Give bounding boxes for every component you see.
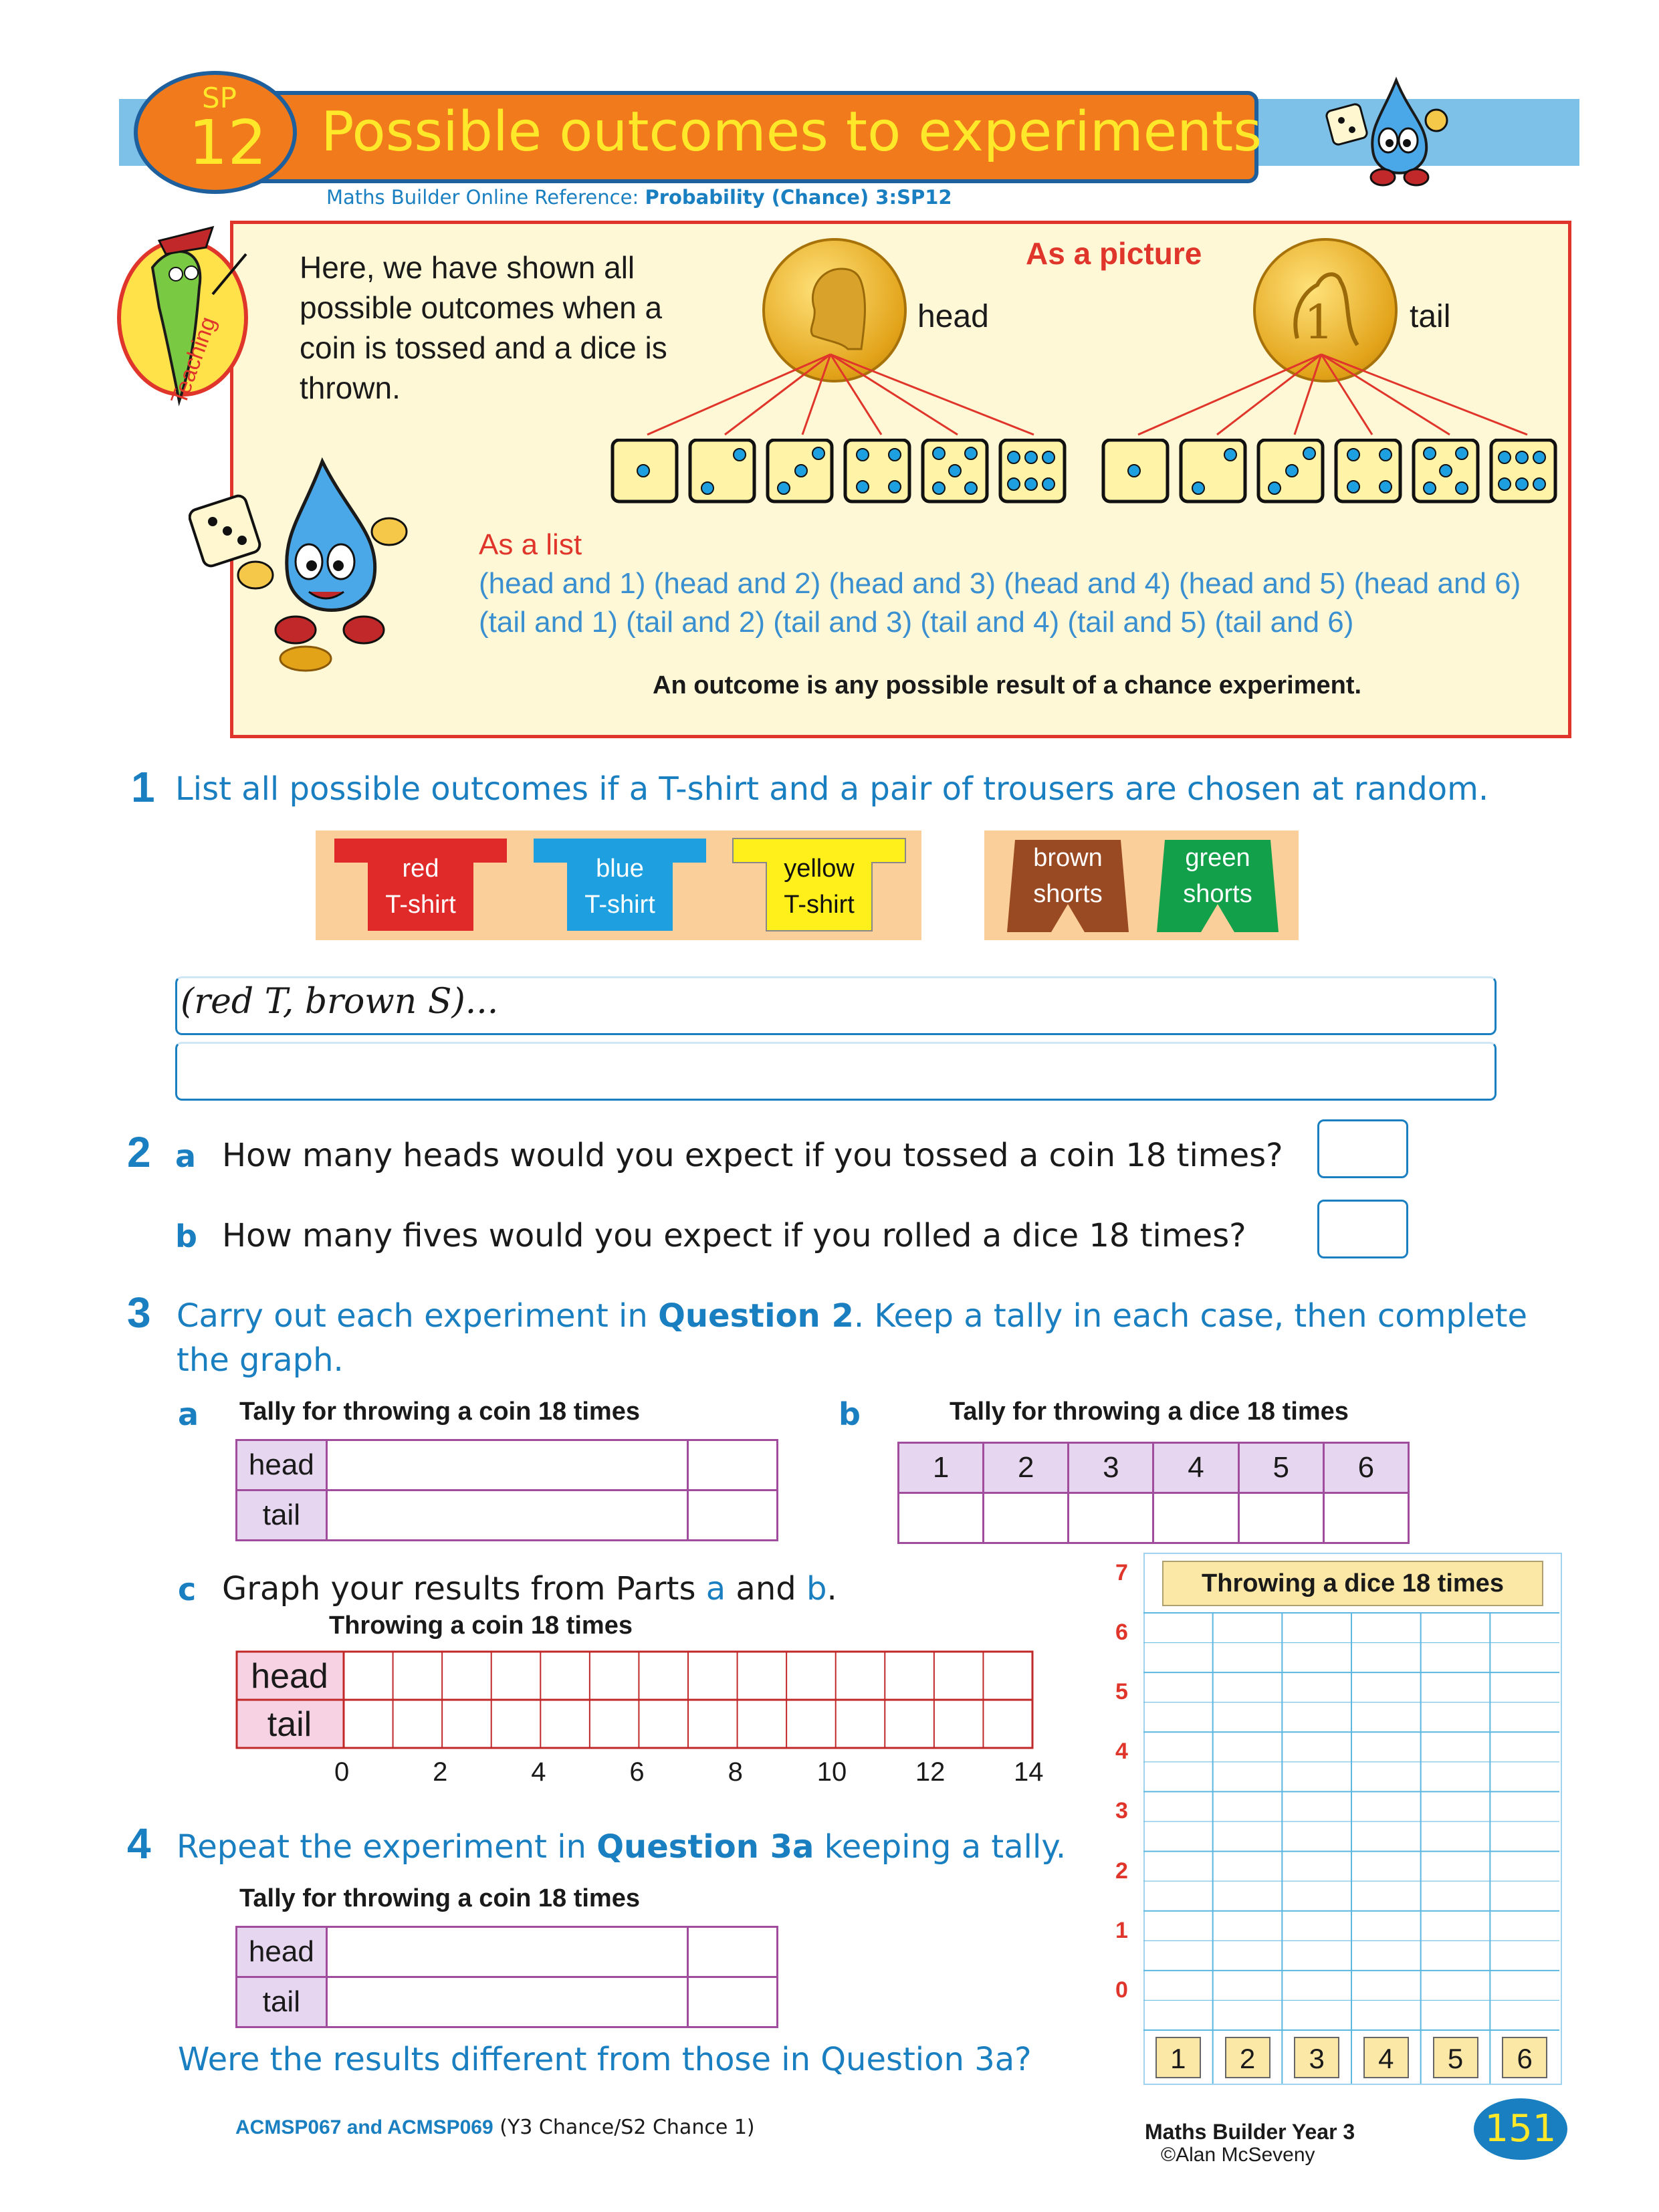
online-reference (326, 186, 952, 209)
question-3a-label: a (178, 1396, 199, 1432)
tally-cell[interactable] (326, 1490, 687, 1541)
coin-graph-tick: 8 (728, 1757, 743, 1787)
tally-3a-table (235, 1439, 778, 1541)
question-1-number: 1 (131, 763, 155, 811)
dice-graph-ytick: 6 (1115, 1620, 1128, 1645)
dice-graph-ytick: 3 (1115, 1798, 1128, 1824)
total-cell[interactable] (688, 1490, 778, 1541)
coin-graph-tick: 12 (915, 1757, 946, 1787)
dice-face-header: 3 (1069, 1443, 1153, 1493)
tally-cell[interactable] (326, 1927, 687, 1977)
book-title: Maths Builder Year 3 (1145, 2120, 1355, 2144)
dice-face-header: 6 (1323, 1443, 1408, 1493)
brown-shorts-label: brown shorts (1033, 844, 1103, 908)
dice-graph-xlabel: 2 (1225, 2037, 1270, 2078)
die-6-icon (1000, 440, 1065, 502)
coin-graph-head-label: head (251, 1657, 328, 1696)
curriculum-codes: ACMSP067 and ACMSP069 (Y3 Chance/S2 Chance 1) (235, 2116, 755, 2139)
tally-cell[interactable] (1153, 1493, 1238, 1543)
tally-cell[interactable] (1323, 1493, 1408, 1543)
outcome-definition: An outcome is any possible result of a chance experiment. (653, 671, 1362, 699)
tally-row-label: tail (237, 1490, 327, 1541)
head-label: head (917, 299, 989, 334)
coin-graph-title: Throwing a coin 18 times (329, 1612, 633, 1640)
teaching-intro: Here, we have shown all possible outcomes when a coin is tossed and a dice is thrown. (300, 250, 667, 405)
dice-face-header: 5 (1238, 1443, 1323, 1493)
tally-row-label: head (237, 1927, 327, 1977)
tally-cell[interactable] (899, 1493, 984, 1543)
tally-3b-title: Tally for throwing a dice 18 times (950, 1398, 1349, 1426)
tally-3b-table (897, 1442, 1410, 1544)
tally-4-table (235, 1926, 778, 2028)
question-2b-answer-box[interactable] (1317, 1200, 1408, 1258)
die-4-icon (1336, 440, 1400, 502)
question-3-text: Carry out each experiment in Question 2. Keep a tally in each case, then complete (177, 1297, 1528, 1335)
coin-graph-tick: 4 (531, 1757, 546, 1787)
dice-face-header: 2 (984, 1443, 1069, 1493)
total-cell[interactable] (688, 1927, 778, 1977)
dice-graph-xlabel: 1 (1155, 2037, 1201, 2078)
page-title: Possible outcomes to experiments (321, 100, 1262, 164)
green-shorts-label: green shorts (1183, 844, 1252, 908)
question-3-number: 3 (127, 1289, 151, 1337)
svg-text:1: 1 (1304, 295, 1334, 350)
tree-branches (602, 348, 1565, 441)
question-2a-label: a (175, 1138, 197, 1174)
tally-cell[interactable] (326, 1440, 687, 1490)
copyright: ©Alan McSeveny (1161, 2144, 1315, 2166)
die-3-icon (1258, 440, 1323, 502)
tally-cell[interactable] (326, 1977, 687, 2027)
dice-graph-ytick: 1 (1115, 1917, 1128, 1943)
die-4-icon (845, 440, 909, 502)
question-3c-label: c (178, 1571, 197, 1608)
dice-graph-ytick: 0 (1115, 1977, 1128, 2003)
example-answer: (red T, brown S)... (181, 982, 499, 1022)
mascot-with-dice-icon (189, 455, 429, 689)
total-cell[interactable] (688, 1977, 778, 2027)
die-6-icon (1491, 440, 1555, 502)
yellow-tshirt-label: yellow T-shirt (784, 855, 855, 919)
die-1-icon (613, 440, 677, 502)
section-code-prefix: SP (202, 82, 237, 114)
teaching-badge-label: Teaching (166, 313, 221, 408)
tally-row (237, 1440, 778, 1490)
coin-graph-tick: 6 (629, 1757, 645, 1787)
tally-cell[interactable] (1238, 1493, 1323, 1543)
kangaroo-icon (1277, 258, 1371, 358)
tally-row-label: tail (237, 1977, 327, 2027)
section-code-number: 12 (189, 107, 267, 179)
tally-row-label: head (237, 1440, 327, 1490)
dice-graph-ytick: 5 (1115, 1679, 1128, 1705)
question-2-number: 2 (127, 1128, 151, 1176)
question-2b-text: How many fives would you expect if you rolled a dice 18 times? (222, 1217, 1246, 1254)
blue-tshirt-label: blue T-shirt (584, 855, 655, 919)
reference-label: Maths Builder Online Reference: (326, 186, 639, 209)
dice-face-header: 1 (899, 1443, 984, 1493)
reference-value: Probability (Chance) 3:SP12 (645, 186, 952, 209)
as-picture-heading: As a picture (1026, 236, 1202, 271)
tally-3a-title: Tally for throwing a coin 18 times (239, 1398, 640, 1426)
total-cell[interactable] (688, 1440, 778, 1490)
answer-line-2[interactable] (175, 1042, 1497, 1101)
question-2b-label: b (175, 1218, 197, 1254)
die-1-icon (1103, 440, 1168, 502)
question-4-number: 4 (127, 1819, 151, 1868)
tally-cell[interactable] (1069, 1493, 1153, 1543)
dice-graph-xlabel: 4 (1363, 2037, 1409, 2078)
question-2a-answer-box[interactable] (1317, 1119, 1408, 1178)
outcome-list-tail: (tail and 1) (tail and 2) (tail and 3) (tail and 4) (tail and 5) (tail and 6) (479, 606, 1354, 639)
dice-graph-ytick: 2 (1115, 1858, 1128, 1884)
page-number: 151 (1474, 2098, 1567, 2160)
mascot-dice-icon (1323, 74, 1456, 194)
die-5-icon (1414, 440, 1478, 502)
as-list-heading: As a list (479, 528, 582, 561)
dice-graph-title: Throwing a dice 18 times (1162, 1561, 1543, 1606)
coin-graph-tail-label: tail (267, 1705, 312, 1744)
die-3-icon (768, 440, 832, 502)
coin-graph-grid[interactable] (235, 1650, 1038, 1751)
question-4-text: Repeat the experiment in Question 3a keeping a tally. (177, 1828, 1067, 1866)
question-2a-text: How many heads would you expect if you tossed a coin 18 times? (222, 1137, 1283, 1174)
tail-label: tail (1410, 299, 1451, 334)
question-3c-text: Graph your results from Parts a and b. (222, 1570, 837, 1608)
dice-graph-xlabel: 6 (1502, 2037, 1547, 2078)
dice-face-header: 4 (1153, 1443, 1238, 1493)
outcome-list-head: (head and 1) (head and 2) (head and 3) (head and 4) (head and 5) (head and 6) (479, 567, 1521, 600)
tally-cell[interactable] (984, 1493, 1069, 1543)
coin-graph-tick: 2 (433, 1757, 448, 1787)
question-4-followup: Were the results different from those in Question 3a? (178, 2041, 1032, 2078)
question-1-text: List all possible outcomes if a T-shirt and a pair of trousers are chosen at random. (175, 770, 1489, 808)
dice-graph-xlabel: 3 (1294, 2037, 1339, 2078)
queen-profile-icon (794, 262, 875, 356)
coin-graph-tick: 10 (816, 1757, 847, 1787)
dice-graph-ytick: 7 (1115, 1559, 1128, 1585)
dice-graph-grid (1143, 1553, 1562, 2085)
die-2-icon (690, 440, 754, 502)
tally-4-title: Tally for throwing a coin 18 times (239, 1884, 640, 1912)
coin-graph-tick: 14 (1014, 1757, 1044, 1787)
dice-graph-xlabel: 5 (1433, 2037, 1478, 2078)
die-5-icon (923, 440, 987, 502)
die-2-icon (1181, 440, 1245, 502)
dice-row (609, 439, 1558, 506)
dice-graph-ytick: 4 (1115, 1739, 1128, 1765)
question-3-text-line2: the graph. (177, 1341, 344, 1379)
coin-graph-tick: 0 (334, 1757, 350, 1787)
red-tshirt-label: red T-shirt (385, 855, 456, 919)
question-3b-label: b (839, 1396, 861, 1432)
tally-row (237, 1490, 778, 1541)
